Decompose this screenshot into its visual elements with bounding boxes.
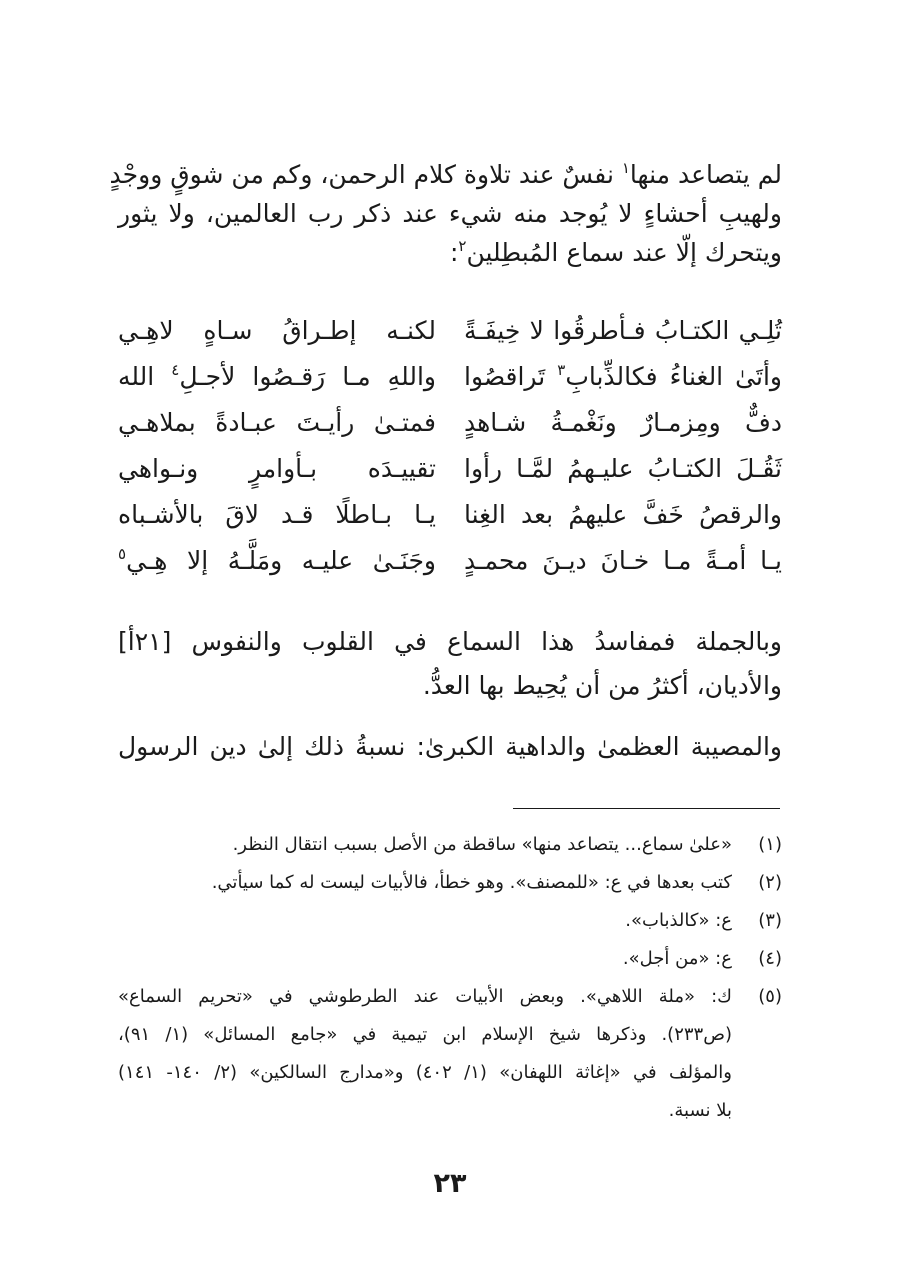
footnote-ref-3[interactable]: ٣ [557, 361, 566, 379]
intro-line-3: ويتحرك إلّا عند سماع المُبطِلين$^٢$: [449, 237, 782, 267]
footnote-ref-1[interactable]: ١ [621, 159, 630, 177]
intro-line-1: لم يتصاعد منها$^١$ نفسٌ عند تلاوة كلام الرحمن، وكم من شوقٍ ووجْدٍ [109, 159, 782, 189]
verse-4-first-hemistich: ثَقُـلَ الكتـابُ عليـهمُ لمَّـا رأوا [464, 454, 782, 483]
paragraph-2 [118, 620, 782, 708]
footnote-text-line: بلا نسبة. [668, 1100, 732, 1121]
footnote-number: (٥) [758, 986, 782, 1007]
verse-1 [118, 308, 782, 354]
footnote-number: (٤) [758, 948, 782, 969]
verse-3-first-hemistich: دفٌّ ومِزمـارٌ ونَغْمـةُ شـاهدٍ [464, 408, 782, 437]
footnote-4 [118, 940, 782, 978]
footnote-text-line: والمؤلف في «إغاثة اللهفان» (١/ ٤٠٢) و«مدارج السالكين» (٢/ ١٤٠- ١٤١) [118, 1062, 732, 1083]
footnote-number: (٢) [758, 872, 782, 893]
verse-1-first-hemistich: تُلِـي الكتـابُ فـأطرقُوا لا خِيفَـةً [464, 316, 782, 345]
paragraph-2-line-1: وبالجملة فمفاسدُ هذا السماع في القلوب والنفوس [٢١أ] [118, 627, 782, 656]
verse-2-first-hemistich: وأتَىٰ الغناءُ فكالذِّبابِ$^٣$ تَراقصُوا [464, 361, 782, 391]
verse-2-second-hemistich: واللهِ مـا رَقـصُوا لأجـلِ$^٤$ الله [118, 361, 436, 391]
footnote-ref-5[interactable]: ٥ [118, 545, 127, 563]
footnote-text: ع: «كالذباب». [625, 910, 732, 931]
verse-5 [118, 492, 782, 538]
footnote-text: «علىٰ سماع... يتصاعد منها» ساقطة من الأصل بسبب انتقال النظر. [232, 834, 732, 855]
footnote-5 [118, 978, 782, 1130]
verse-5-first-hemistich: والرقصُ خَفَّ عليهمُ بعد الغِنا [464, 500, 782, 529]
verse-1-second-hemistich: لكنـه إطـراقُ سـاهٍ لاهِـي [118, 316, 436, 345]
verse-4 [118, 446, 782, 492]
footnote-ref-4[interactable]: ٤ [171, 361, 180, 379]
footnote-number: (٣) [758, 910, 782, 931]
footnote-2 [118, 864, 782, 902]
footnote-text: ع: «من أجل». [622, 948, 732, 969]
footnote-text-line: (ص٢٣٣). وذكرها شيخ الإسلام ابن تيمية في «جامع المسائل» (١/ ٩١)، [118, 1024, 732, 1045]
footnote-1 [118, 826, 782, 864]
footnote-number: (١) [758, 834, 782, 855]
footnote-ref-2[interactable]: ٢ [458, 237, 467, 255]
footnote-separator [513, 808, 780, 809]
footnote-text-line: ك: «ملة اللاهي». وبعض الأبيات عند الطرطوشي في «تحريم السماع» [118, 986, 732, 1007]
intro-line-2: ولهيبِ أحشاءٍ لا يُوجد منه شيء عند ذكر رب العالمين، ولا يثور [118, 199, 782, 228]
footnote-3 [118, 902, 782, 940]
footnote-text: كتب بعدها في ع: «للمصنف». وهو خطأ، فالأبيات ليست له كما سيأتي. [211, 872, 732, 893]
paragraph-3-line-1: والمصيبة العظمىٰ والداهية الكبرىٰ: نسبةُ ذلك إلىٰ دين الرسول [118, 732, 782, 761]
verse-4-second-hemistich: تقييـدَه بـأوامرٍ ونـواهي [118, 454, 436, 483]
verse-3 [118, 400, 782, 446]
verse-6 [118, 538, 782, 584]
intro-paragraph [109, 155, 782, 272]
footnotes [118, 826, 782, 1130]
paragraph-2-line-2: والأديان، أكثرُ من أن يُحِيط بها العدُّ. [422, 671, 782, 700]
verse-5-second-hemistich: يـا بـاطلًا قـد لاقَ بالأشـباه [118, 500, 436, 529]
verse-2 [118, 354, 782, 400]
paragraph-3 [118, 725, 782, 769]
page-number: ٢٣ [433, 1168, 467, 1199]
verse-6-second-hemistich: وجَنَـىٰ عليـه ومَلَّـهُ إلا هِـي$^٥$ [118, 545, 436, 575]
verse-3-second-hemistich: فمتـىٰ رأيـتَ عبـادةً بملاهـي [118, 408, 436, 437]
verse-6-first-hemistich: يـا أمـةً مـا خـانَ ديـنَ محمـدٍ [464, 546, 782, 575]
poem [118, 308, 782, 584]
